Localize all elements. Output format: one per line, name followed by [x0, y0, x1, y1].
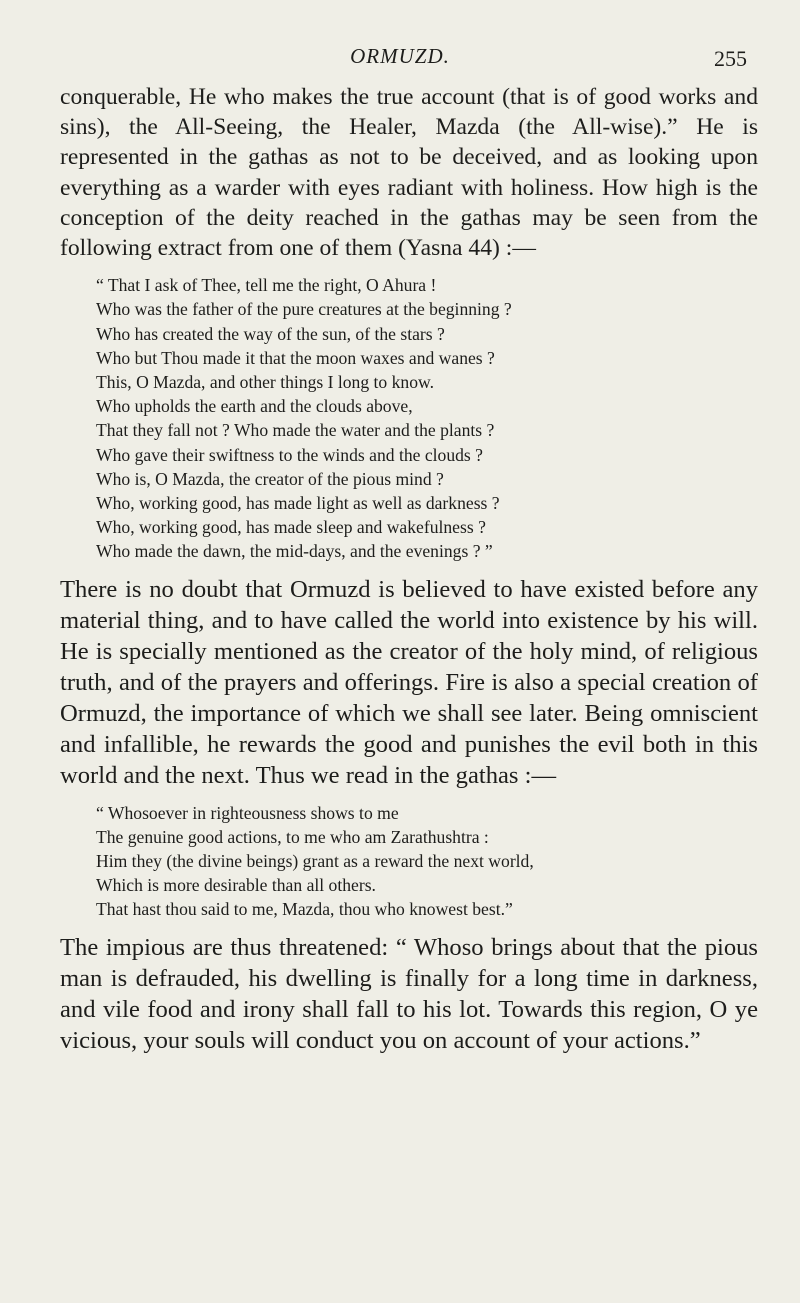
quote-line: Who made the dawn, the mid-days, and the evenings ? ” — [96, 541, 493, 562]
page-header — [0, 44, 800, 74]
quote-line: Who was the father of the pure creatures at the beginning ? — [96, 299, 512, 320]
running-head: ORMUZD. — [350, 44, 450, 68]
quote-line: Who, working good, has made sleep and wakefulness ? — [96, 517, 486, 538]
quote-line: Who has created the way of the sun, of the stars ? — [96, 323, 445, 344]
quote-line: Who gave their swiftness to the winds and the clouds ? — [96, 444, 483, 465]
quote-line: Him they (the divine beings) grant as a reward the next world, — [96, 851, 534, 872]
paragraph-2: There is no doubt that Ormuzd is believed to have existed before any material thing, and to have called the world into existence by his will. He is specially mentioned as the creator of the holy mind, of religious truth, and of the prayers and offerings. Fire is also a special creation of Ormuzd, the importance of which we shall see later. Being omniscient and infallible, he rewards the good and punishes the evil both in this world and the next. Thus we read in the gathas :— — [60, 575, 758, 789]
body-text — [60, 82, 758, 1056]
quote-line: Who upholds the earth and the clouds above, — [96, 396, 413, 417]
quote-line: Who, working good, has made light as well as darkness ? — [96, 493, 500, 514]
quote-line: The genuine good actions, to me who am Zarathushtra : — [96, 826, 489, 847]
block-quote-zarathushtra — [96, 801, 758, 922]
block-quote-yasna-44 — [96, 273, 758, 563]
quote-line: Who is, O Mazda, the creator of the pious mind ? — [96, 468, 444, 489]
paragraph-1: conquerable, He who makes the true account (that is of good works and sins), the All-Seeing, the Healer, Mazda (the All-wise).” He is represented in the gathas as not to be deceived, and as looking upon everything as a warder with eyes radiant with holiness. How high is the conception of the deity reached in the gathas may be seen from the following extract from one of them (Yasna 44) :— — [60, 84, 758, 262]
page-number: 255 — [714, 46, 747, 71]
quote-line: That they fall not ? Who made the water and the plants ? — [96, 420, 495, 441]
quote-line: That hast thou said to me, Mazda, thou who knowest best.” — [96, 899, 513, 920]
quote-line: This, O Mazda, and other things I long to know. — [96, 372, 434, 393]
quote-line: Who but Thou made it that the moon waxes and wanes ? — [96, 347, 495, 368]
quote-line: Which is more desirable than all others. — [96, 875, 376, 896]
quote-line: “ Whosoever in righteousness shows to me — [96, 802, 399, 823]
quote-line: “ That I ask of Thee, tell me the right, O Ahura ! — [96, 275, 437, 296]
paragraph-3: The impious are thus threatened: “ Whoso brings about that the pious man is defrauded, his dwelling is finally for a long time in darkness, and vile food and irony shall fall to his lot. Towards this region, O ye vicious, your souls will conduct you on account of your actions.” — [60, 933, 758, 1054]
